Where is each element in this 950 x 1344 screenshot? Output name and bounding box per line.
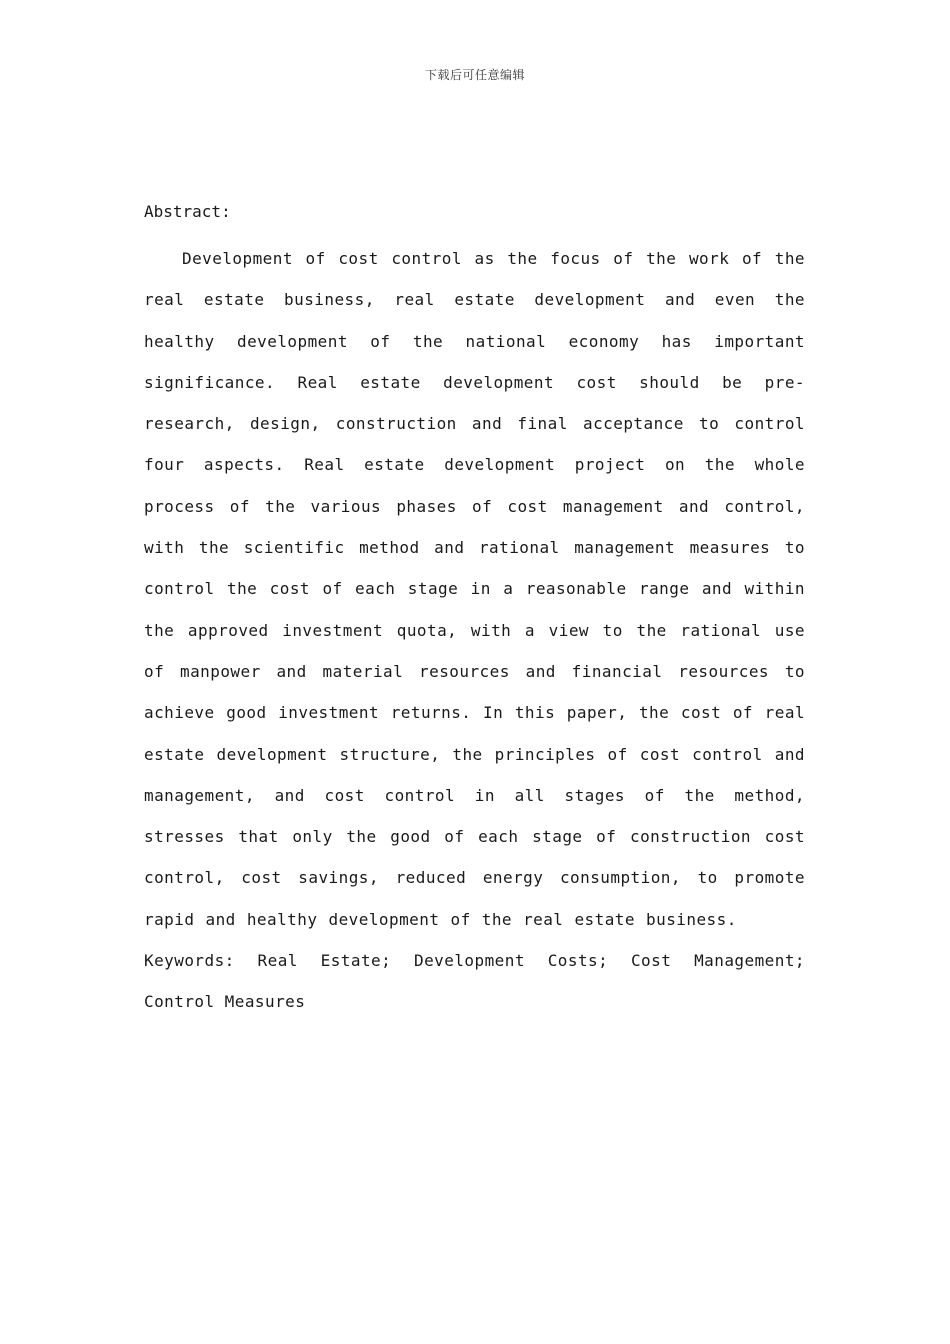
abstract-section — [144, 200, 805, 1023]
page-header: 下载后可任意编辑 — [424, 68, 525, 82]
keywords-label: Keywords: — [144, 951, 235, 971]
abstract-heading: Abstract: — [144, 202, 231, 221]
keywords-line — [144, 940, 805, 1023]
keywords-text: Real Estate; Development Costs; Cost Management; Control Measures — [144, 951, 805, 1012]
abstract-body: Development of cost control as the focus of the work of the real estate business, real estate development and even the healthy development of the national economy has important significance. Real estate development cost should be pre-research, design, construction and final acceptance to control four aspects. Real estate development project on the whole process of the various phases of cost management and control, with the scientific method and rational management measures to control the cost of each stage in a reasonable range and within the approved investment quota, with a view to the rational use of manpower and material resources and financial resources to achieve good investment returns. In this paper, the cost of real estate development structure, the principles of cost control and management, and cost control in all stages of the method, stresses that only the good of each stage of construction cost control, cost savings, reduced energy consumption, to promote rapid and healthy development of the real estate business. — [144, 249, 805, 929]
